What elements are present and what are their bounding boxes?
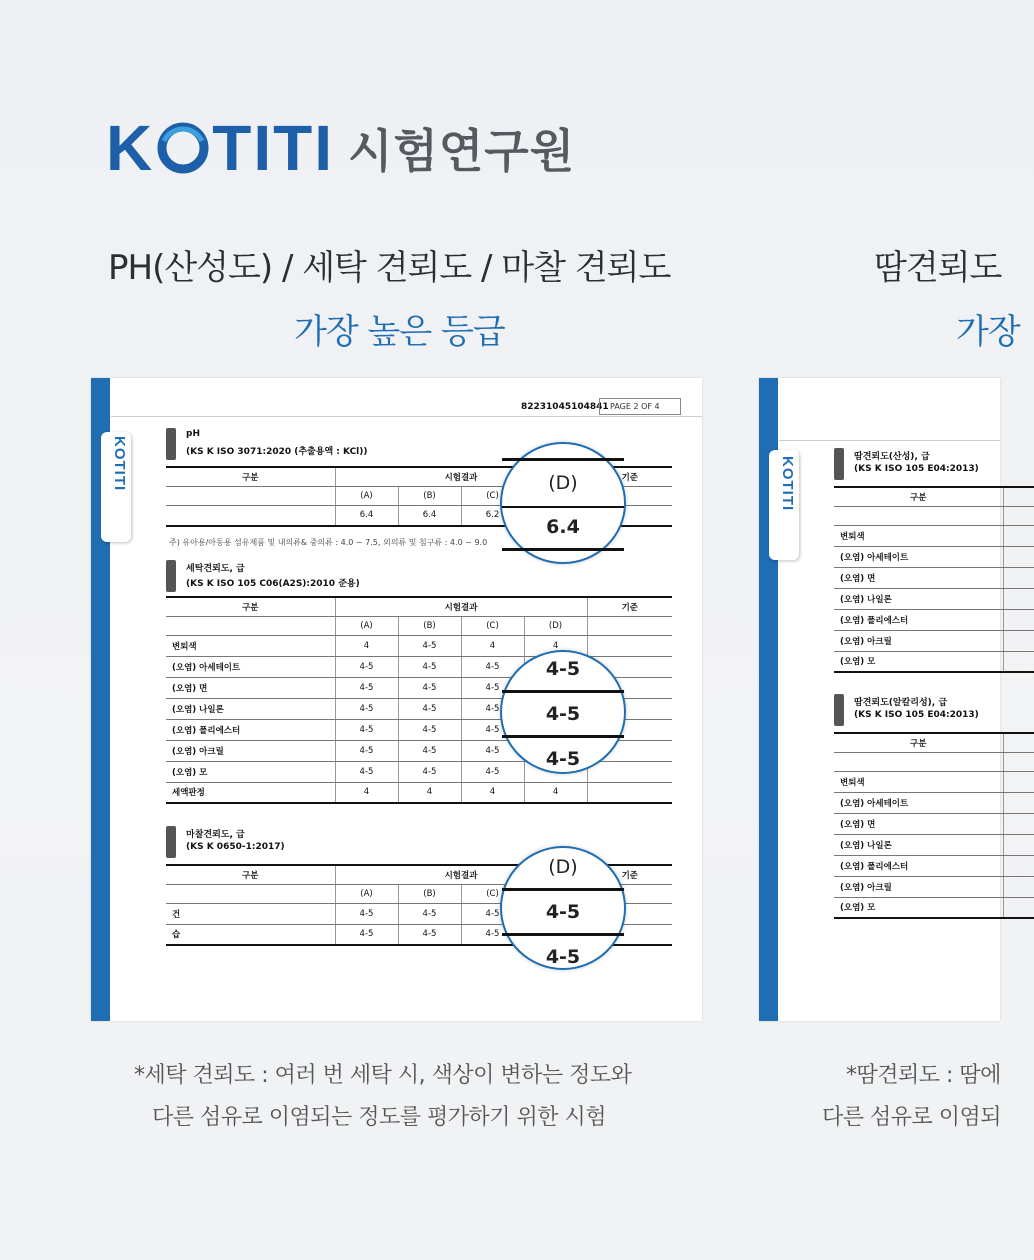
acid-title: 땀견뢰도(산성), 급 [854, 452, 930, 462]
table-cell: 4-5 [398, 656, 461, 677]
table-row [834, 897, 1034, 918]
table-cell: 4-5 [335, 924, 398, 945]
table-cell: 4-5 [461, 677, 524, 698]
table-cell: 4-5 [398, 761, 461, 782]
table-row [834, 525, 1034, 546]
table-row [834, 588, 1034, 609]
left-caption-line-2: 다른 섬유로 이염되는 정도를 평가하기 위한 시험 [152, 1105, 607, 1130]
report-side-tab-label: KOTITI [111, 436, 128, 492]
wash-standard: (KS K ISO 105 C06(A2S):2010 준용) [186, 579, 360, 589]
left-report-document [91, 378, 702, 1021]
ph-value-a: 6.4 [335, 505, 398, 526]
table-cell [1003, 651, 1034, 672]
report-number: 82231045104841 [521, 402, 609, 412]
row-label: (오염) 모 [166, 761, 335, 782]
logo-subtitle: 시험연구원 [347, 124, 576, 178]
row-label: (오염) 폴리에스터 [834, 609, 1003, 630]
table-cell [1003, 588, 1034, 609]
ph-col-result: 시험결과 [335, 467, 587, 486]
alkali-standard: (KS K ISO 105 E04:2013) [854, 710, 979, 720]
table-cell: 4-5 [335, 761, 398, 782]
row-label: 습 [166, 924, 335, 945]
ph-sub-col-b: (B) [398, 486, 461, 505]
kotiti-logo [106, 112, 575, 184]
table-cell [1003, 897, 1034, 918]
table-cell: 4-5 [335, 677, 398, 698]
wash-sub-col-a: (A) [335, 616, 398, 635]
table-row [834, 771, 1034, 792]
section-marker [166, 826, 176, 858]
logo-ring-icon [154, 119, 212, 177]
table-row [834, 834, 1034, 855]
row-label: (오염) 아세테이트 [834, 792, 1003, 813]
left-caption-line-1: *세탁 견뢰도 : 여러 번 세탁 시, 색상이 변하는 정도와 [134, 1063, 632, 1088]
ph-standard: (KS K ISO 3071:2020 (추출용액 : KCl)) [186, 447, 368, 457]
table-cell [166, 616, 335, 635]
row-label: (오염) 면 [166, 677, 335, 698]
row-label: (오염) 아크릴 [166, 740, 335, 761]
table-cell [834, 752, 1003, 771]
rub-title: 마찰견뢰도, 급 [186, 830, 245, 840]
ph-value-b: 6.4 [398, 505, 461, 526]
rub-sub-col-a: (A) [335, 884, 398, 903]
table-cell [1003, 876, 1034, 897]
row-label: 세액판정 [166, 782, 335, 803]
magnifier-rule [502, 458, 624, 461]
table-cell [1003, 792, 1034, 813]
table-row [834, 792, 1034, 813]
table-cell: 4-5 [398, 903, 461, 924]
wash-title: 세탁견뢰도, 급 [186, 564, 245, 574]
section-marker [166, 428, 176, 460]
table-row [834, 609, 1034, 630]
rub-col-result: 시험결과 [335, 865, 587, 884]
table-row [834, 855, 1034, 876]
row-label: 건 [166, 903, 335, 924]
row-label: (오염) 아세테이트 [834, 546, 1003, 567]
report-side-tab-label: KOTITI [779, 456, 796, 512]
row-label: (오염) 모 [834, 897, 1003, 918]
table-cell [1003, 855, 1034, 876]
wash-magnifier-value-2: 4-5 [545, 703, 581, 725]
row-label: (오염) 모 [834, 651, 1003, 672]
left-heading: PH(산성도) / 세탁 견뢰도 / 마찰 견뢰도 [108, 248, 671, 288]
table-cell: 4 [524, 782, 587, 803]
rub-sub-col-c: (C) [461, 884, 524, 903]
left-subheading: 가장 높은 등급 [294, 312, 505, 352]
ph-col-standard: 기준 [587, 467, 672, 486]
section-marker [834, 694, 844, 726]
wash-sub-col-d: (D) [524, 616, 587, 635]
table-row [834, 876, 1034, 897]
right-heading: 땀견뢰도 [874, 248, 1002, 288]
wash-col-standard: 기준 [587, 597, 672, 616]
table-cell [587, 616, 672, 635]
row-label: (오염) 나일론 [166, 698, 335, 719]
table-cell [1003, 834, 1034, 855]
table-row [166, 782, 672, 803]
table-cell: 4-5 [398, 719, 461, 740]
table-cell: 4 [398, 782, 461, 803]
table-row [166, 635, 672, 656]
ph-sub-col-c: (C) [461, 486, 524, 505]
magnifier-rule [502, 690, 624, 693]
table-cell [1003, 567, 1034, 588]
table-cell: 4-5 [398, 740, 461, 761]
table-cell: 4-5 [398, 924, 461, 945]
ph-magnifier [500, 442, 626, 564]
right-caption-line-1: *땀견뢰도 : 땀에 [846, 1063, 1001, 1088]
row-label: 변퇴색 [834, 771, 1003, 792]
alkali-title: 땀견뢰도(알칼리성), 급 [854, 698, 948, 708]
row-label: (오염) 폴리에스터 [834, 855, 1003, 876]
table-cell [1003, 487, 1034, 506]
table-cell [1003, 546, 1034, 567]
table-cell [166, 505, 335, 526]
table-cell: 4-5 [398, 698, 461, 719]
table-cell: 4-5 [461, 761, 524, 782]
ph-magnifier-label: (D) [548, 472, 578, 494]
table-row [834, 651, 1034, 672]
wash-sub-col-b: (B) [398, 616, 461, 635]
row-label: (오염) 나일론 [834, 834, 1003, 855]
table-row [834, 567, 1034, 588]
header-divider [111, 416, 702, 417]
ph-title: pH [186, 429, 200, 439]
table-cell [1003, 630, 1034, 651]
rub-standard: (KS K 0650-1:2017) [186, 842, 285, 852]
acid-table [834, 486, 1034, 673]
table-row [834, 813, 1034, 834]
rub-magnifier-value-2: 4-5 [545, 946, 581, 968]
right-subheading: 가장 [956, 312, 1020, 352]
table-cell: 4 [461, 635, 524, 656]
page-indicator: PAGE 2 OF 4 [599, 398, 681, 415]
table-cell [166, 884, 335, 903]
wash-magnifier [500, 650, 626, 774]
magnifier-rule [502, 506, 624, 508]
row-label: 변퇴색 [834, 525, 1003, 546]
row-label: (오염) 아세테이트 [166, 656, 335, 677]
magnifier-rule [502, 888, 624, 891]
table-cell: 4-5 [461, 903, 524, 924]
table-cell: 4 [461, 782, 524, 803]
table-cell: 4-5 [461, 656, 524, 677]
ph-magnifier-value: 6.4 [546, 516, 580, 538]
table-cell: 4-5 [398, 677, 461, 698]
table-cell [1003, 752, 1034, 771]
magnifier-rule [502, 933, 624, 936]
acid-standard: (KS K ISO 105 E04:2013) [854, 464, 979, 474]
table-cell [587, 635, 672, 656]
row-label: (오염) 아크릴 [834, 876, 1003, 897]
rub-magnifier-label: (D) [548, 856, 578, 878]
rub-magnifier [500, 846, 626, 970]
row-label: (오염) 나일론 [834, 588, 1003, 609]
table-cell: 4-5 [461, 924, 524, 945]
row-label: (오염) 아크릴 [834, 630, 1003, 651]
rub-sub-col-b: (B) [398, 884, 461, 903]
table-cell [834, 506, 1003, 525]
ph-note: 주) 유아용/아동용 섬유제품 및 내의류& 중의류 : 4.0 ~ 7.5, 외의류 및 침구류 : 4.0 ~ 9.0 [169, 538, 488, 547]
rub-col-category: 구분 [166, 865, 335, 884]
table-cell [587, 782, 672, 803]
ph-sub-col-a: (A) [335, 486, 398, 505]
acid-col-category: 구분 [834, 487, 1003, 506]
table-cell: 4-5 [335, 740, 398, 761]
row-label: 변퇴색 [166, 635, 335, 656]
row-label: (오염) 면 [834, 813, 1003, 834]
right-caption-line-2: 다른 섬유로 이염되 [822, 1105, 1002, 1130]
table-cell [166, 486, 335, 505]
magnifier-rule [502, 735, 624, 738]
row-label: (오염) 폴리에스터 [166, 719, 335, 740]
wash-sub-col-c: (C) [461, 616, 524, 635]
wash-magnifier-value-3: 4-5 [545, 748, 581, 770]
wash-col-category: 구분 [166, 597, 335, 616]
wash-magnifier-value-1: 4-5 [545, 658, 581, 680]
rub-magnifier-value-1: 4-5 [545, 901, 581, 923]
table-cell: 4 [524, 635, 587, 656]
table-cell: 4-5 [461, 719, 524, 740]
table-row [834, 546, 1034, 567]
table-cell: 4-5 [398, 635, 461, 656]
row-label: (오염) 면 [834, 567, 1003, 588]
magnifier-rule [502, 548, 624, 551]
rub-col-standard: 기준 [587, 865, 672, 884]
alkali-table [834, 732, 1034, 919]
table-cell: 4-5 [461, 740, 524, 761]
ph-value-c: 6.2 [461, 505, 524, 526]
table-cell: 4-5 [335, 719, 398, 740]
right-report-document [759, 378, 1000, 1021]
table-cell [1003, 771, 1034, 792]
table-cell: 4-5 [335, 656, 398, 677]
logo-letter-k: K [106, 112, 155, 184]
ph-col-category: 구분 [166, 467, 335, 486]
table-cell [1003, 525, 1034, 546]
table-cell [1003, 733, 1034, 752]
table-cell: 4-5 [461, 698, 524, 719]
table-row [834, 630, 1034, 651]
alkali-col-category: 구분 [834, 733, 1003, 752]
table-cell [1003, 813, 1034, 834]
header-divider [779, 440, 1000, 441]
logo-letters-titi: TITI [212, 112, 334, 184]
table-cell: 4 [335, 635, 398, 656]
table-cell: 4 [335, 782, 398, 803]
table-cell: 4-5 [335, 698, 398, 719]
table-cell [1003, 609, 1034, 630]
wash-col-result: 시험결과 [335, 597, 587, 616]
section-marker [834, 448, 844, 480]
section-marker [166, 560, 176, 592]
table-cell [1003, 506, 1034, 525]
table-cell: 4-5 [335, 903, 398, 924]
